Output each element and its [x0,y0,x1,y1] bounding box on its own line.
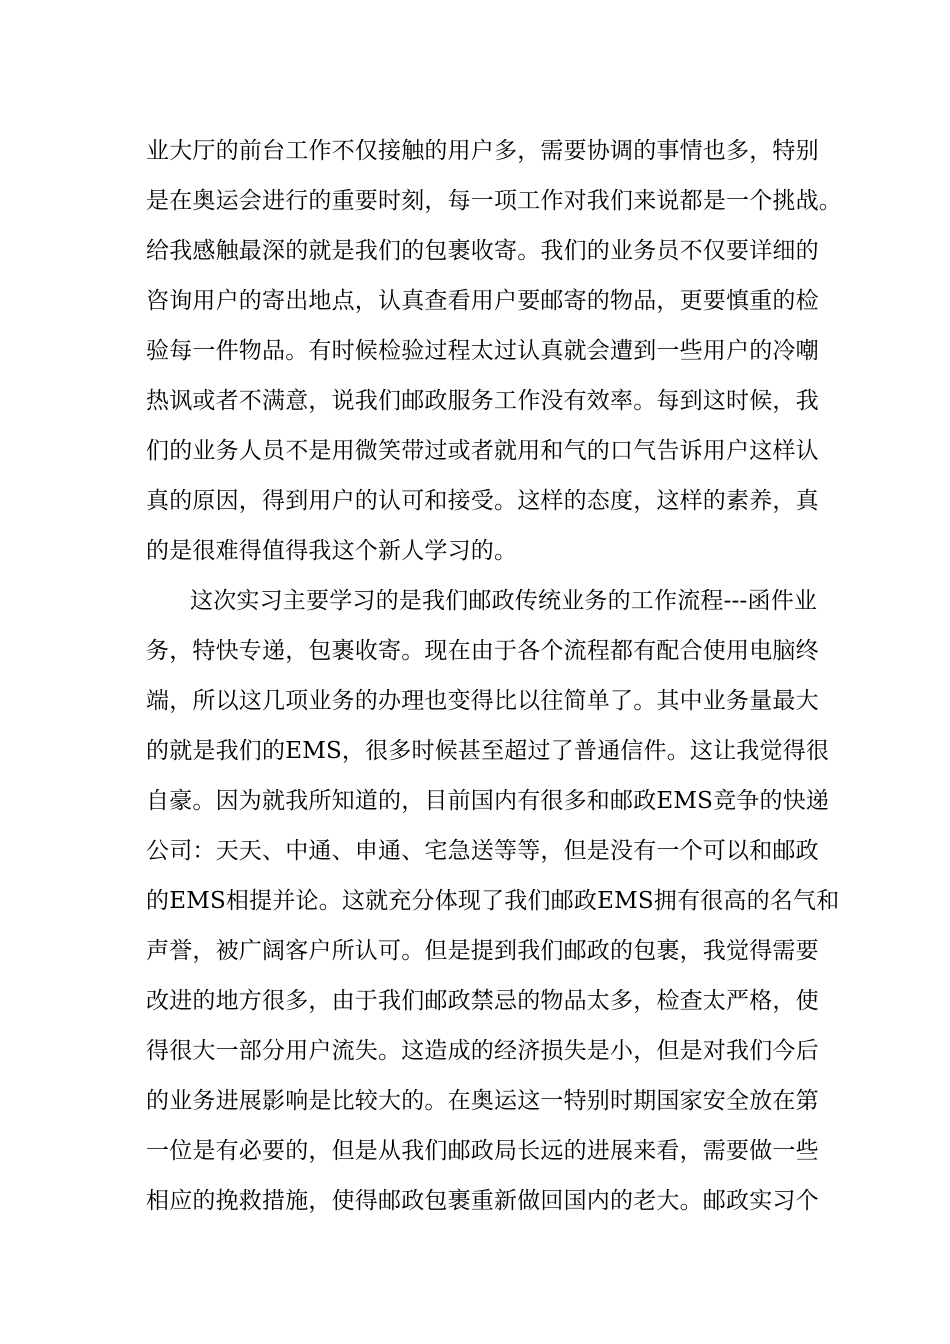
text-line: 给我感触最深的就是我们的包裹收寄。我们的业务员不仅要详细的 [146,238,819,264]
text-line: 的是很难得值得我这个新人学习的。 [146,538,518,564]
text-line: 声誉，被广阔客户所认可。但是提到我们邮政的包裹，我觉得需要 [146,938,819,964]
text-line: 改进的地方很多，由于我们邮政禁忌的物品太多，检查太严格，使 [146,988,819,1014]
body-text [146,126,842,1226]
text-line: 端，所以这几项业务的办理也变得比以往简单了。其中业务量最大 [146,688,819,714]
text-line: 得很大一部分用户流失。这造成的经济损失是小，但是对我们今后 [146,1038,819,1064]
text-line: 一位是有必要的，但是从我们邮政局长远的进展来看，需要做一些 [146,1138,819,1164]
text-line: 相应的挽救措施，使得邮政包裹重新做回国内的老大。邮政实习个 [146,1188,819,1214]
text-line: 业大厅的前台工作不仅接触的用户多，需要协调的事情也多，特别 [146,138,819,164]
text-line: 公司：天天、中通、申通、宅急送等等，但是没有一个可以和邮政 [146,838,819,864]
text-line: 务，特快专递，包裹收寄。现在由于各个流程都有配合使用电脑终 [146,638,819,664]
text-line: 验每一件物品。有时候检验过程太过认真就会遭到一些用户的冷嘲 [146,338,819,364]
text-line: 真的原因，得到用户的认可和接受。这样的态度，这样的素养，真 [146,488,819,514]
text-line: 的EMS相提并论。这就充分体现了我们邮政EMS拥有很高的名气和 [146,888,840,914]
text-line: 自豪。因为就我所知道的，目前国内有很多和邮政EMS竞争的快递 [146,788,830,814]
text-line: 热讽或者不满意，说我们邮政服务工作没有效率。每到这时候，我 [146,388,819,414]
paragraph-start-line: 这次实习主要学习的是我们邮政传统业务的工作流程---函件业 [190,588,818,614]
text-line: 的就是我们的EMS，很多时候甚至超过了普通信件。这让我觉得很 [146,738,830,764]
text-line: 是在奥运会进行的重要时刻，每一项工作对我们来说都是一个挑战。 [146,188,842,214]
text-line: 的业务进展影响是比较大的。在奥运这一特别时期国家安全放在第 [146,1088,819,1114]
text-line: 咨询用户的寄出地点，认真查看用户要邮寄的物品，更要慎重的检 [146,288,819,314]
text-line: 们的业务人员不是用微笑带过或者就用和气的口气告诉用户这样认 [146,438,819,464]
